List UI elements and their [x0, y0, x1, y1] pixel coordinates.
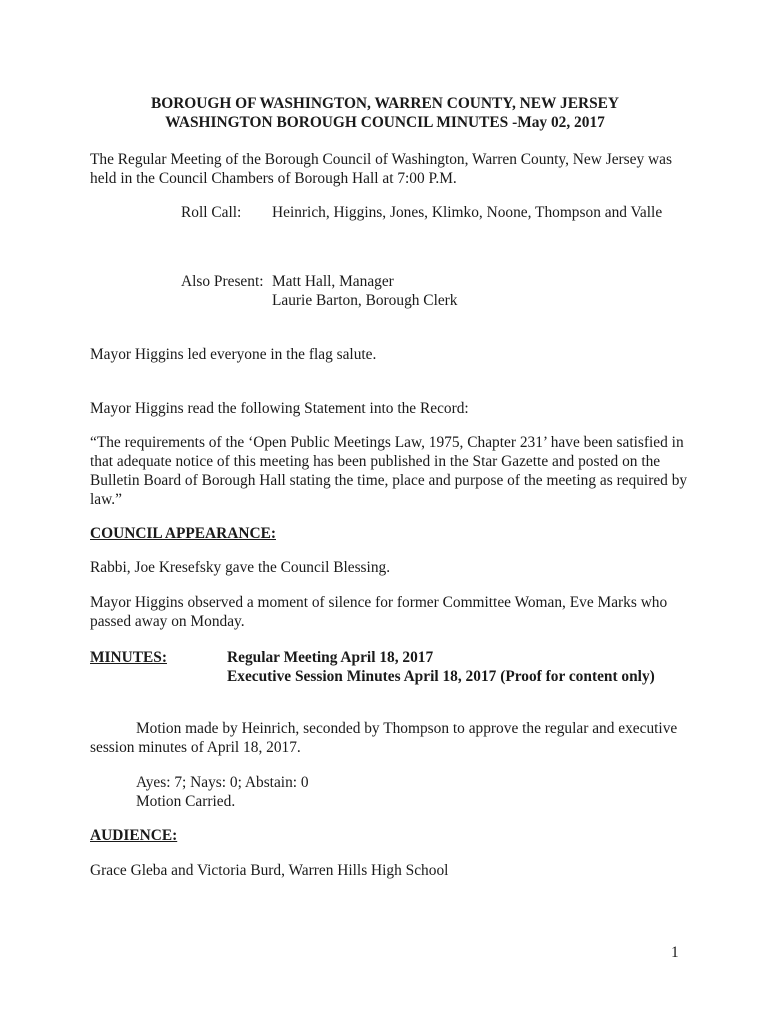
- statement-intro-text: Mayor Higgins read the following Statement into the Record:: [90, 400, 469, 417]
- statement-line-4: law.”: [90, 491, 122, 508]
- moment-of-silence-line-1: Mayor Higgins observed a moment of silence for former Committee Woman, Eve Marks who: [90, 594, 668, 611]
- statement-line-2: that adequate notice of this meeting has been published in the Star Gazette and posted on the: [90, 453, 661, 470]
- intro-line-1: The Regular Meeting of the Borough Council of Washington, Warren County, New Jersey was: [90, 151, 672, 168]
- statement-line-3: Bulletin Board of Borough Hall stating the time, place and purpose of the meeting as required by: [90, 472, 688, 489]
- document-title-line-1: BOROUGH OF WASHINGTON, WARREN COUNTY, NEW JERSEY: [150, 95, 620, 112]
- also-present-label: Also Present:: [181, 273, 264, 290]
- intro-line-2: held in the Council Chambers of Borough Hall at 7:00 P.M.: [90, 170, 457, 187]
- statement-line-1: “The requirements of the ‘Open Public Meetings Law, 1975, Chapter 231’ have been satisfied in: [90, 434, 684, 451]
- page-number: 1: [671, 944, 679, 961]
- audience-heading: AUDIENCE:: [90, 827, 178, 844]
- motion-line-2: session minutes of April 18, 2017.: [90, 739, 301, 756]
- document-title-line-2: WASHINGTON BOROUGH COUNCIL MINUTES -May 02, 2017: [165, 114, 605, 131]
- moment-of-silence-line-2: passed away on Monday.: [90, 613, 245, 630]
- council-appearance-heading: COUNCIL APPEARANCE:: [90, 525, 276, 542]
- motion-result: Motion Carried.: [136, 793, 236, 810]
- also-present-line-2: Laurie Barton, Borough Clerk: [272, 292, 458, 309]
- roll-call-label: Roll Call:: [181, 204, 242, 221]
- motion-line-1: Motion made by Heinrich, seconded by Thompson to approve the regular and executive: [136, 720, 678, 737]
- minutes-item-executive-session: Executive Session Minutes April 18, 2017 (Proof for content only): [227, 668, 655, 685]
- minutes-item-regular-meeting: Regular Meeting April 18, 2017: [227, 649, 434, 666]
- also-present-line-1: Matt Hall, Manager: [272, 273, 394, 290]
- council-blessing-text: Rabbi, Joe Kresefsky gave the Council Blessing.: [90, 559, 391, 576]
- vote-tally: Ayes: 7; Nays: 0; Abstain: 0: [136, 774, 309, 791]
- audience-text: Grace Gleba and Victoria Burd, Warren Hills High School: [90, 862, 449, 879]
- flag-salute-text: Mayor Higgins led everyone in the flag salute.: [90, 346, 377, 363]
- minutes-heading: MINUTES:: [90, 649, 167, 666]
- roll-call-value: Heinrich, Higgins, Jones, Klimko, Noone, Thompson and Valle: [272, 204, 663, 221]
